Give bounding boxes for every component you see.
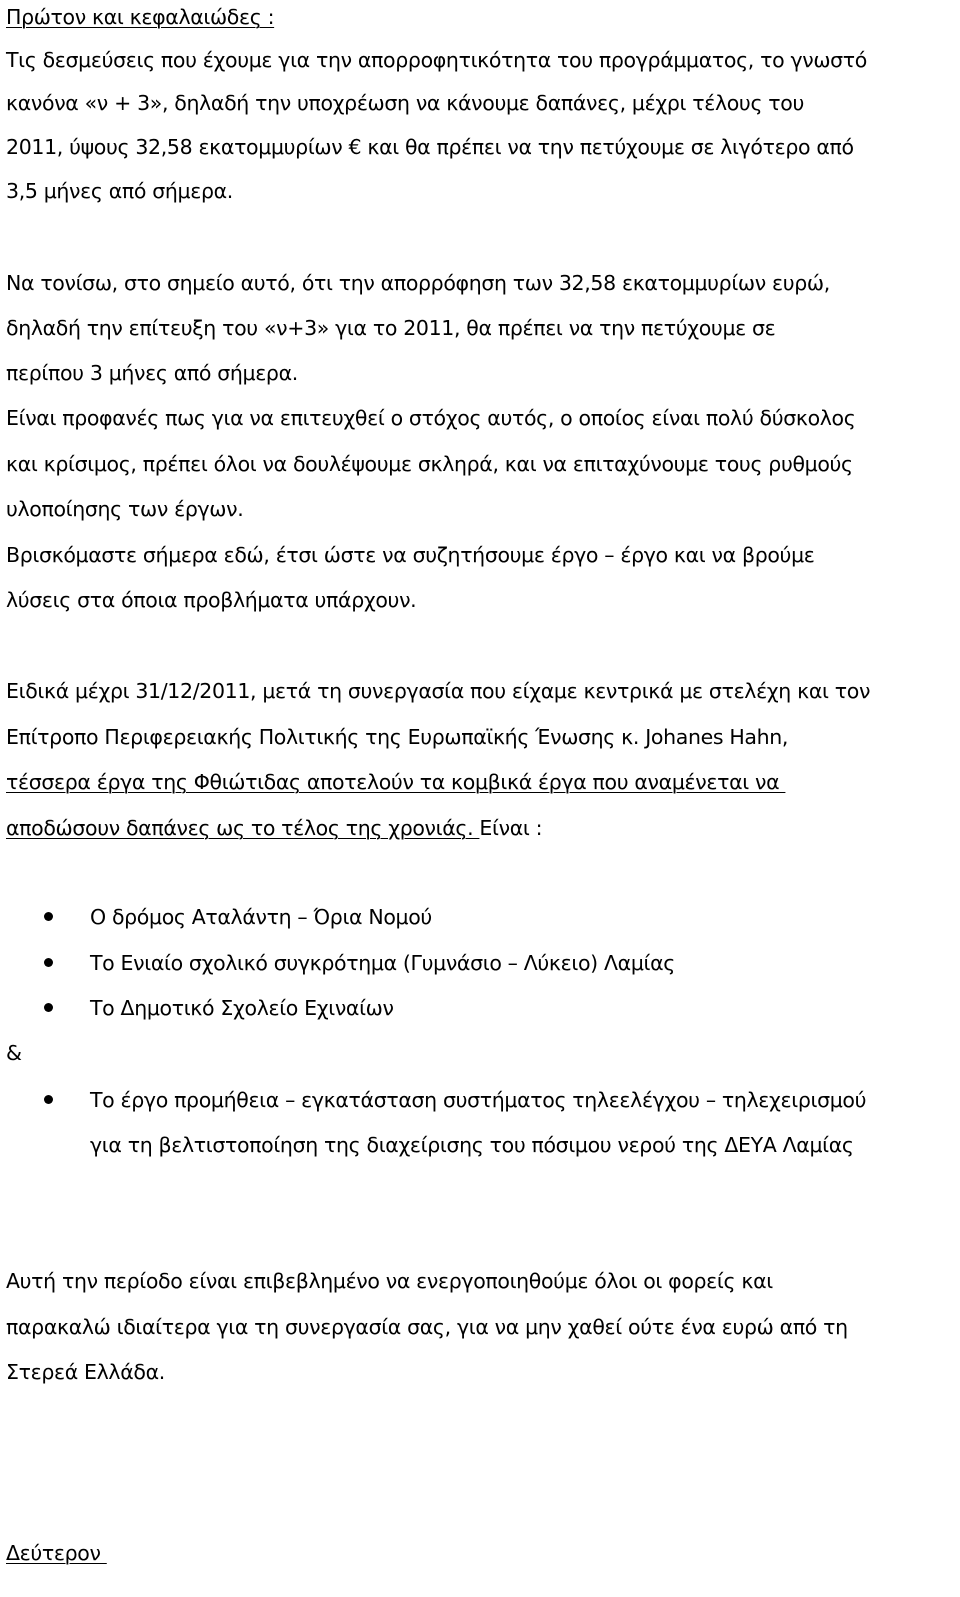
- bullet-item-3: Το Δημοτικό Σχολείο Εχιναίων: [90, 996, 394, 1020]
- para5-line3-underlined: τέσσερα έργα της Φθιώτιδας αποτελούν τα κομβικά έργα που αναμένεται να: [6, 770, 786, 794]
- para5-line3: [6, 769, 785, 795]
- heading-second-text: Δεύτερον: [6, 1541, 107, 1565]
- para3-line1: Είναι προφανές πως για να επιτευχθεί ο στόχος αυτός, ο οποίος είναι πολύ δύσκολος: [6, 406, 856, 430]
- heading-first: Πρώτον και κεφαλαιώδες :: [6, 5, 275, 29]
- para5-line1: Ειδικά μέχρι 31/12/2011, μετά τη συνεργασία που είχαμε κεντρικά με στελέχη και τον: [6, 679, 871, 703]
- para4-line2: λύσεις στα όποια προβλήματα υπάρχουν.: [6, 588, 417, 612]
- para2-line2: δηλαδή την επίτευξη του «ν+3» για το 2011, θα πρέπει να την πετύχουμε σε: [6, 316, 776, 340]
- para3-line3: υλοποίησης των έργων.: [6, 497, 244, 521]
- bullet-item-4-line2: για τη βελτιστοποίηση της διαχείρισης του πόσιμου νερού της ΔΕΥΑ Λαμίας: [90, 1133, 854, 1157]
- heading-second: [6, 1540, 107, 1566]
- bullet-item-4-line1: Το έργο προμήθεια – εγκατάσταση συστήματος τηλεελέγχου – τηλεχειρισμού: [90, 1088, 867, 1112]
- bullet-dot-icon: [44, 958, 53, 967]
- para6-line1: Αυτή την περίοδο είναι επιβεβλημένο να ενεργοποιηθούμε όλοι οι φορείς και: [6, 1269, 773, 1293]
- bullet-dot-icon: [44, 1003, 53, 1012]
- ampersand: &: [6, 1041, 22, 1065]
- bullet-dot-icon: [44, 1095, 53, 1104]
- para1-line1: Τις δεσμεύσεις που έχουμε για την απορροφητικότητα του προγράμματος, το γνωστό: [6, 48, 867, 72]
- para5-line2: Επίτροπο Περιφερειακής Πολιτικής της Ευρωπαϊκής Ένωσης κ. Johanes Hahn,: [6, 725, 789, 749]
- para6-line2: παρακαλώ ιδιαίτερα για τη συνεργασία σας, για να μην χαθεί ούτε ένα ευρώ από τη: [6, 1315, 848, 1339]
- bullet-item-2: Το Ενιαίο σχολικό συγκρότημα (Γυμνάσιο – Λύκειο) Λαμίας: [90, 951, 675, 975]
- bullet-dot-icon: [44, 912, 53, 921]
- para6-line3: Στερεά Ελλάδα.: [6, 1360, 165, 1384]
- para5-line4-underlined: αποδώσουν δαπάνες ως το τέλος της χρονιάς.: [6, 816, 480, 840]
- para1-line4: 3,5 μήνες από σήμερα.: [6, 179, 233, 203]
- para5-line4-rest: Είναι :: [479, 816, 543, 840]
- bullet-item-1: Ο δρόμος Αταλάντη – Όρια Νομού: [90, 905, 432, 929]
- para2-line3: περίπου 3 μήνες από σήμερα.: [6, 361, 298, 385]
- para1-line2: κανόνα «ν + 3», δηλαδή την υποχρέωση να κάνουμε δαπάνες, μέχρι τέλους του: [6, 91, 804, 115]
- para2-line1: Να τονίσω, στο σημείο αυτό, ότι την απορρόφηση των 32,58 εκατομμυρίων ευρώ,: [6, 271, 830, 295]
- para3-line2: και κρίσιμος, πρέπει όλοι να δουλέψουμε σκληρά, και να επιταχύνουμε τους ρυθμούς: [6, 452, 853, 476]
- para5-line4: [6, 815, 542, 841]
- para4-line1: Βρισκόμαστε σήμερα εδώ, έτσι ώστε να συζητήσουμε έργο – έργο και να βρούμε: [6, 543, 815, 567]
- para1-line3: 2011, ύψους 32,58 εκατομμυρίων € και θα πρέπει να την πετύχουμε σε λιγότερο από: [6, 135, 854, 159]
